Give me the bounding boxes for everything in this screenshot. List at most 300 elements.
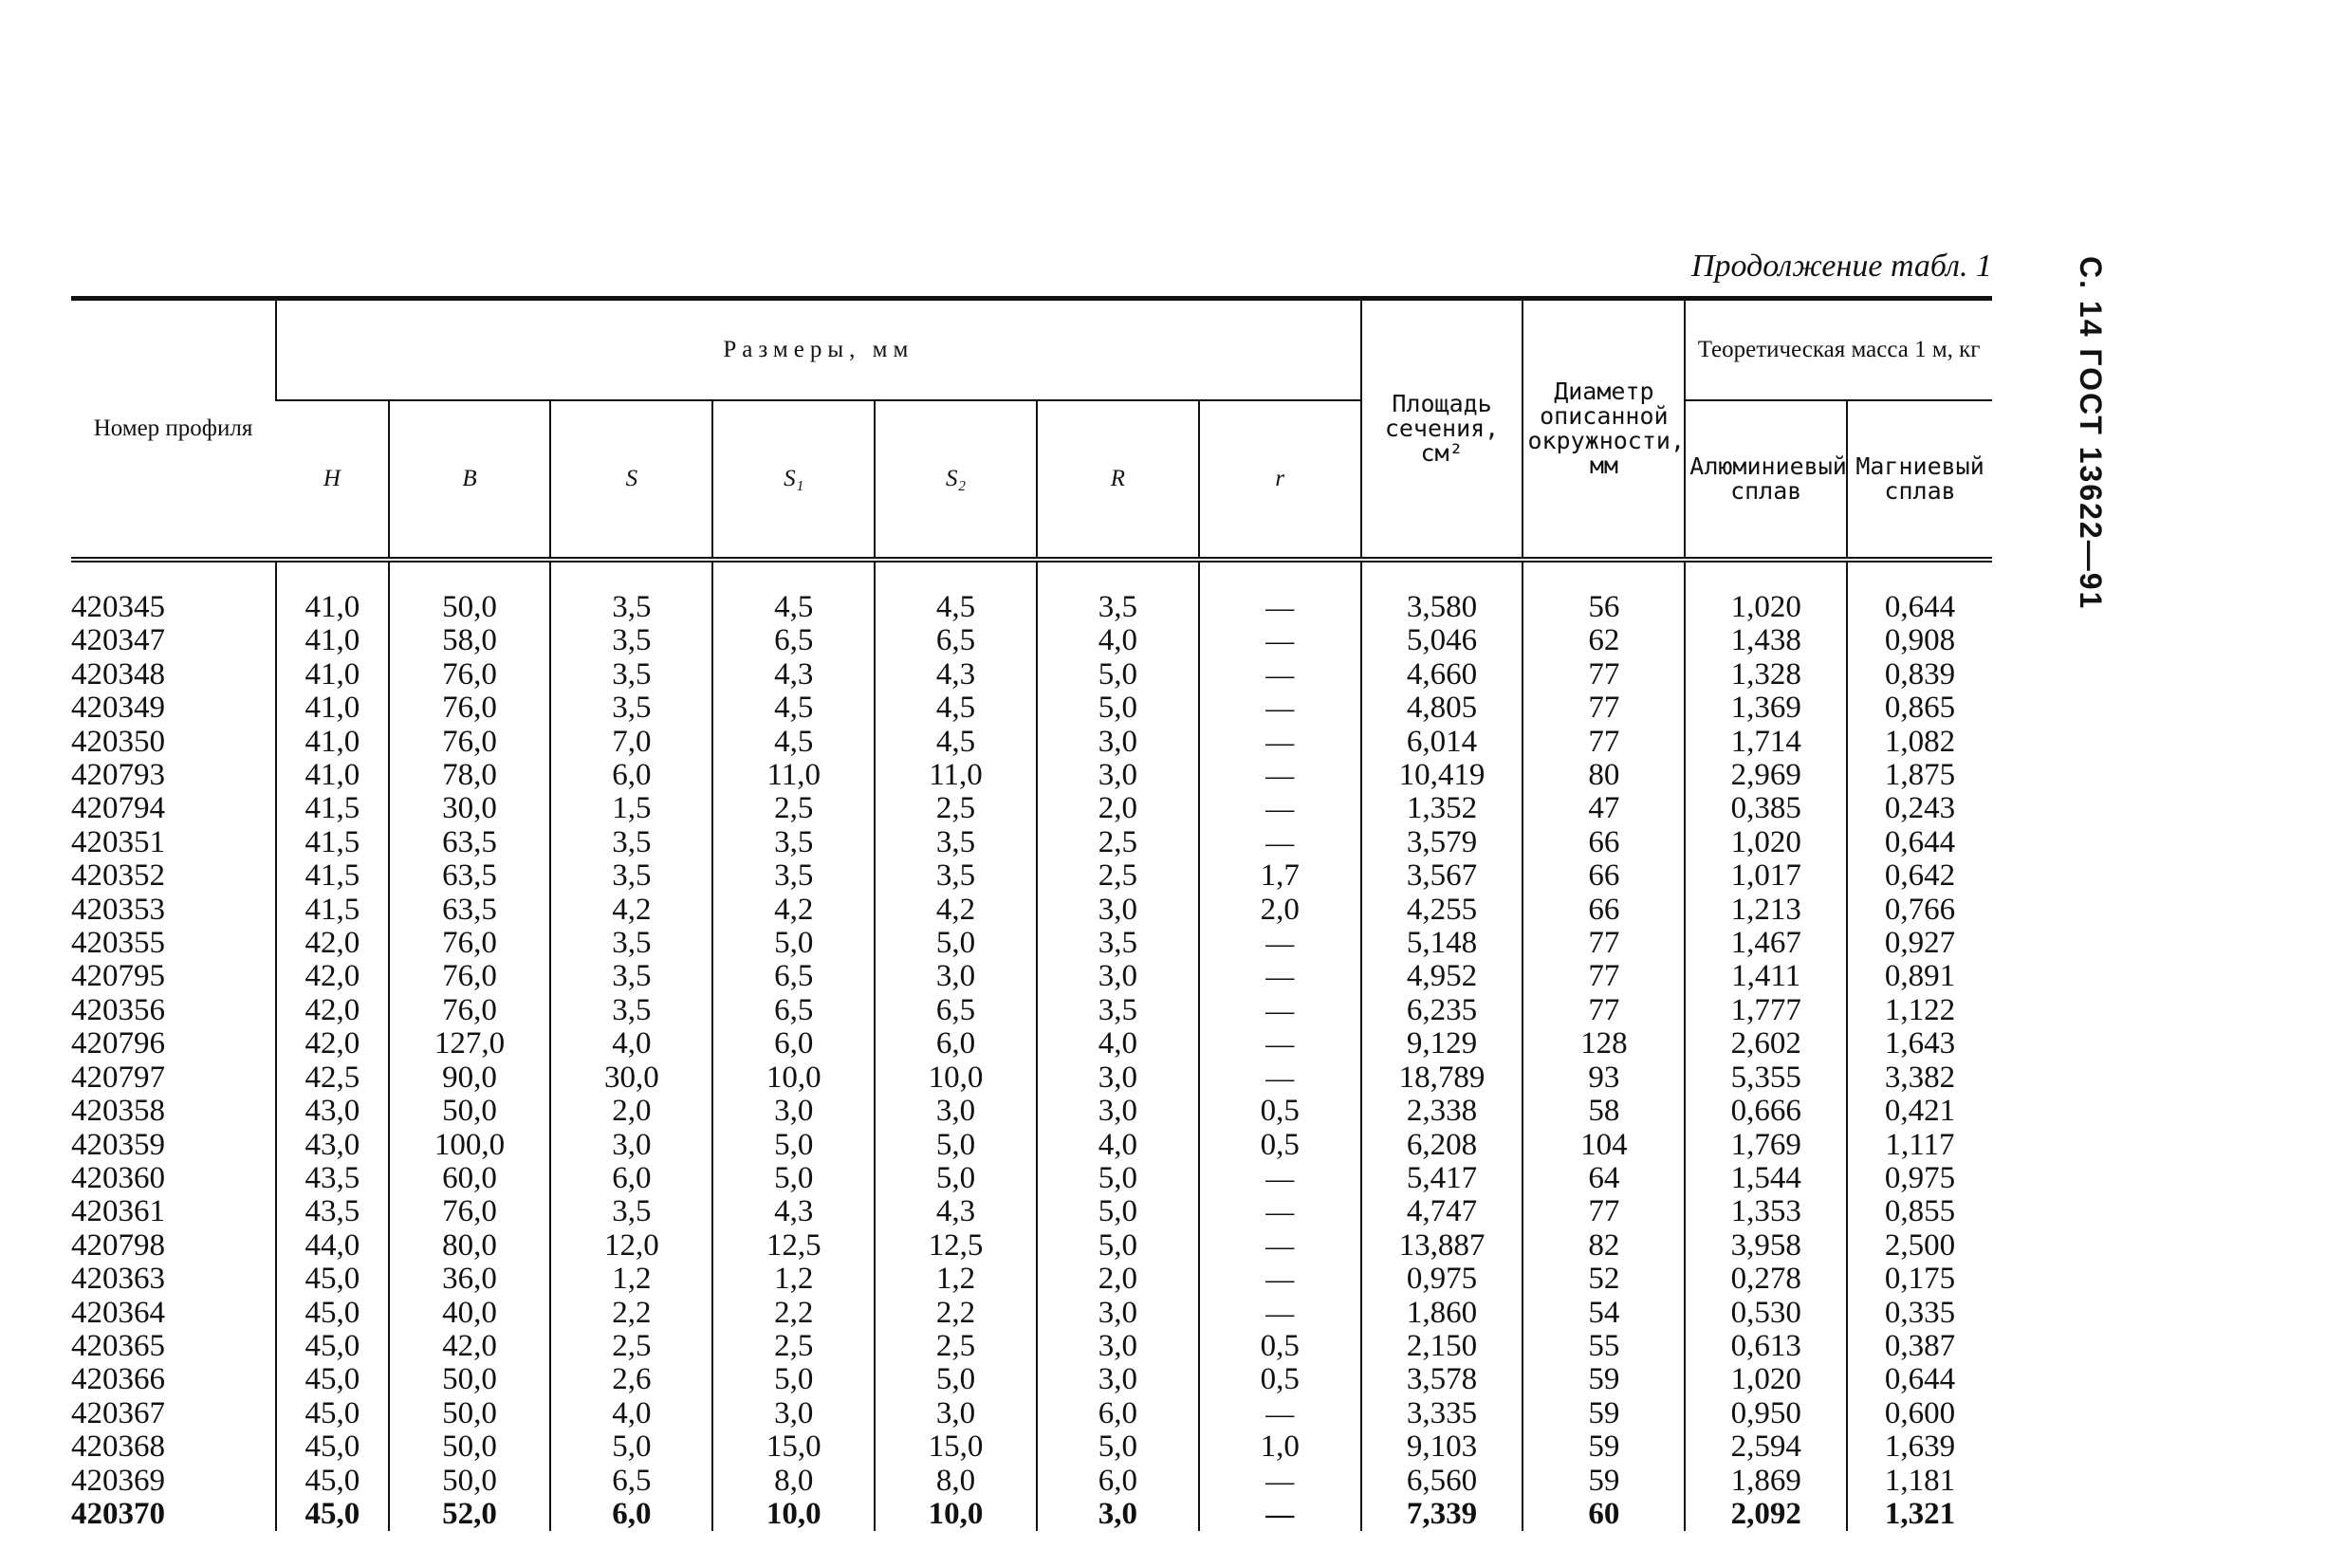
cell-H: 45,0	[276, 1263, 389, 1296]
cell-B: 76,0	[389, 726, 551, 759]
cell-r: 1,0	[1199, 1430, 1361, 1464]
cell-S2: 2,5	[875, 1330, 1037, 1363]
cell-H: 41,0	[276, 726, 389, 759]
cell-R: 5,0	[1037, 1229, 1199, 1263]
cell-H: 42,0	[276, 927, 389, 960]
cell-S2: 3,5	[875, 859, 1037, 893]
cell-profile-number: 420367	[71, 1395, 165, 1430]
cell-S2: 12,5	[875, 1229, 1037, 1263]
profile-dimensions-table	[71, 296, 1992, 1531]
cell-S1: 1,2	[712, 1263, 875, 1296]
cell-B: 42,0	[389, 1330, 551, 1363]
cell-area: 1,860	[1361, 1297, 1523, 1330]
cell-profile-number: 420369	[71, 1463, 165, 1498]
cell-diameter: 77	[1523, 658, 1685, 692]
cell-area: 2,338	[1361, 1095, 1523, 1128]
cell-R: 5,0	[1037, 1430, 1199, 1464]
cell-r: —	[1199, 1498, 1361, 1531]
header-aluminium-alloy: Алюминиевый сплав	[1685, 400, 1847, 560]
cell-mass-magnesium: 0,421	[1847, 1095, 1992, 1128]
cell-mass-magnesium: 0,927	[1847, 927, 1992, 960]
cell-S2: 3,0	[875, 960, 1037, 993]
table-row	[71, 1162, 1992, 1195]
cell-S1: 6,5	[712, 994, 875, 1027]
cell-diameter: 93	[1523, 1061, 1685, 1095]
cell-mass-magnesium: 0,243	[1847, 792, 1992, 825]
cell-area: 6,235	[1361, 994, 1523, 1027]
cell-profile-number: 420349	[71, 691, 165, 726]
cell-diameter: 77	[1523, 1195, 1685, 1228]
cell-B: 50,0	[389, 1397, 551, 1430]
cell-profile-number: 420347	[71, 623, 165, 658]
cell-mass-aluminium: 1,467	[1685, 927, 1847, 960]
cell-diameter: 128	[1523, 1027, 1685, 1061]
cell-profile-number: 420368	[71, 1430, 165, 1465]
table-row	[71, 658, 1992, 692]
cell-B: 78,0	[389, 759, 551, 792]
cell-mass-magnesium: 0,839	[1847, 658, 1992, 692]
cell-H: 41,0	[276, 658, 389, 692]
cell-R: 4,0	[1037, 1027, 1199, 1061]
cell-R: 3,0	[1037, 759, 1199, 792]
cell-r: —	[1199, 927, 1361, 960]
cell-R: 4,0	[1037, 624, 1199, 657]
cell-r: —	[1199, 960, 1361, 993]
cell-S: 3,5	[550, 658, 712, 692]
cell-mass-aluminium: 1,020	[1685, 1363, 1847, 1396]
cell-mass-magnesium: 1,875	[1847, 759, 1992, 792]
table-row	[71, 1027, 1992, 1061]
cell-mass-magnesium: 0,175	[1847, 1263, 1992, 1296]
header-S: S	[550, 400, 712, 560]
cell-B: 63,5	[389, 826, 551, 859]
cell-r: —	[1199, 692, 1361, 725]
cell-S1: 12,5	[712, 1229, 875, 1263]
cell-diameter: 62	[1523, 624, 1685, 657]
cell-profile-number: 420797	[71, 1060, 165, 1095]
header-dimensions-group: Размеры, мм	[276, 299, 1361, 401]
cell-S: 6,0	[550, 1162, 712, 1195]
profile-dimensions-table-container	[71, 296, 1992, 1531]
cell-S2: 6,5	[875, 994, 1037, 1027]
cell-mass-magnesium: 1,122	[1847, 994, 1992, 1027]
cell-area: 5,148	[1361, 927, 1523, 960]
cell-diameter: 66	[1523, 826, 1685, 859]
cell-area: 3,579	[1361, 826, 1523, 859]
cell-mass-magnesium: 0,387	[1847, 1330, 1992, 1363]
cell-S2: 5,0	[875, 1129, 1037, 1162]
cell-mass-aluminium: 2,602	[1685, 1027, 1847, 1061]
cell-mass-aluminium: 1,869	[1685, 1465, 1847, 1498]
cell-S: 3,5	[550, 960, 712, 993]
cell-diameter: 56	[1523, 560, 1685, 624]
cell-profile-number: 420793	[71, 758, 165, 793]
cell-B: 76,0	[389, 658, 551, 692]
cell-S1: 5,0	[712, 1129, 875, 1162]
cell-R: 3,0	[1037, 960, 1199, 993]
cell-r: —	[1199, 624, 1361, 657]
cell-S: 3,5	[550, 560, 712, 624]
cell-B: 127,0	[389, 1027, 551, 1061]
cell-mass-aluminium: 2,969	[1685, 759, 1847, 792]
cell-r: —	[1199, 1195, 1361, 1228]
cell-mass-magnesium: 2,500	[1847, 1229, 1992, 1263]
cell-R: 3,0	[1037, 1095, 1199, 1128]
cell-mass-aluminium: 1,020	[1685, 826, 1847, 859]
cell-S1: 4,5	[712, 560, 875, 624]
cell-R: 2,5	[1037, 826, 1199, 859]
cell-profile-number: 420798	[71, 1227, 165, 1263]
cell-S: 2,5	[550, 1330, 712, 1363]
cell-r: —	[1199, 826, 1361, 859]
cell-S: 12,0	[550, 1229, 712, 1263]
cell-H: 43,0	[276, 1129, 389, 1162]
cell-H: 45,0	[276, 1397, 389, 1430]
cell-mass-aluminium: 1,353	[1685, 1195, 1847, 1228]
cell-S2: 15,0	[875, 1430, 1037, 1464]
cell-B: 60,0	[389, 1162, 551, 1195]
cell-R: 3,0	[1037, 1297, 1199, 1330]
cell-r: —	[1199, 658, 1361, 692]
cell-mass-aluminium: 0,385	[1685, 792, 1847, 825]
header-row-group	[71, 299, 1992, 401]
cell-diameter: 66	[1523, 859, 1685, 893]
cell-R: 3,0	[1037, 1363, 1199, 1396]
cell-R: 3,5	[1037, 560, 1199, 624]
cell-H: 45,0	[276, 1430, 389, 1464]
cell-S: 4,0	[550, 1397, 712, 1430]
cell-S1: 3,0	[712, 1397, 875, 1430]
cell-area: 3,335	[1361, 1397, 1523, 1430]
cell-S: 7,0	[550, 726, 712, 759]
cell-S2: 6,0	[875, 1027, 1037, 1061]
table-row	[71, 994, 1992, 1027]
cell-r: 0,5	[1199, 1095, 1361, 1128]
cell-S2: 4,5	[875, 692, 1037, 725]
cell-r: —	[1199, 792, 1361, 825]
cell-R: 5,0	[1037, 692, 1199, 725]
cell-mass-magnesium: 0,642	[1847, 859, 1992, 893]
cell-r: —	[1199, 1297, 1361, 1330]
cell-diameter: 64	[1523, 1162, 1685, 1195]
cell-S: 2,6	[550, 1363, 712, 1396]
cell-area: 5,046	[1361, 624, 1523, 657]
cell-R: 3,0	[1037, 726, 1199, 759]
cell-profile-number: 420359	[71, 1127, 165, 1162]
cell-profile-number: 420365	[71, 1328, 165, 1363]
cell-R: 5,0	[1037, 1162, 1199, 1195]
cell-mass-magnesium: 1,082	[1847, 726, 1992, 759]
cell-R: 3,0	[1037, 1498, 1199, 1531]
cell-diameter: 82	[1523, 1229, 1685, 1263]
cell-area: 6,208	[1361, 1129, 1523, 1162]
cell-area: 4,660	[1361, 658, 1523, 692]
cell-H: 43,5	[276, 1195, 389, 1228]
header-r: r	[1199, 400, 1361, 560]
cell-H: 45,0	[276, 1363, 389, 1396]
cell-H: 41,0	[276, 624, 389, 657]
cell-S2: 1,2	[875, 1263, 1037, 1296]
header-magnesium-alloy: Магниевый сплав	[1847, 400, 1992, 560]
cell-S1: 3,5	[712, 859, 875, 893]
cell-S: 5,0	[550, 1430, 712, 1464]
cell-area: 9,129	[1361, 1027, 1523, 1061]
cell-diameter: 104	[1523, 1129, 1685, 1162]
cell-B: 30,0	[389, 792, 551, 825]
table-body	[71, 560, 1992, 1531]
cell-profile-number: 420795	[71, 959, 165, 994]
cell-area: 4,952	[1361, 960, 1523, 993]
cell-mass-magnesium: 0,644	[1847, 826, 1992, 859]
header-circumscribed-diameter: Диаметр описанной окружности, мм	[1523, 299, 1685, 561]
table-row	[71, 624, 1992, 657]
cell-S2: 5,0	[875, 927, 1037, 960]
cell-R: 3,0	[1037, 1330, 1199, 1363]
cell-mass-magnesium: 1,181	[1847, 1465, 1992, 1498]
cell-area: 4,255	[1361, 894, 1523, 927]
cell-profile-number: 420345	[71, 590, 165, 624]
cell-H: 42,0	[276, 994, 389, 1027]
cell-r: 2,0	[1199, 894, 1361, 927]
cell-S: 3,5	[550, 859, 712, 893]
header-theoretical-mass-group: Теоретическая масса 1 м, кг	[1685, 299, 1992, 401]
header-R: R	[1037, 400, 1199, 560]
table-row	[71, 894, 1992, 927]
cell-S: 3,5	[550, 826, 712, 859]
cell-r: —	[1199, 1465, 1361, 1498]
cell-S1: 6,0	[712, 1027, 875, 1061]
cell-diameter: 77	[1523, 994, 1685, 1027]
cell-H: 41,5	[276, 792, 389, 825]
cell-mass-magnesium: 0,644	[1847, 560, 1992, 624]
cell-R: 6,0	[1037, 1465, 1199, 1498]
cell-S1: 4,5	[712, 726, 875, 759]
cell-S1: 15,0	[712, 1430, 875, 1464]
cell-profile-number: 420355	[71, 926, 165, 961]
cell-B: 40,0	[389, 1297, 551, 1330]
cell-mass-aluminium: 5,355	[1685, 1061, 1847, 1095]
cell-mass-magnesium: 1,117	[1847, 1129, 1992, 1162]
cell-H: 45,0	[276, 1297, 389, 1330]
cell-diameter: 77	[1523, 927, 1685, 960]
cell-mass-magnesium: 0,891	[1847, 960, 1992, 993]
cell-profile-number: 420360	[71, 1160, 165, 1195]
cell-area: 5,417	[1361, 1162, 1523, 1195]
cell-S1: 4,2	[712, 894, 875, 927]
cell-S2: 4,3	[875, 658, 1037, 692]
cell-S1: 4,3	[712, 1195, 875, 1228]
cell-r: 0,5	[1199, 1330, 1361, 1363]
cell-mass-magnesium: 1,643	[1847, 1027, 1992, 1061]
cell-S: 3,5	[550, 692, 712, 725]
cell-S: 3,5	[550, 927, 712, 960]
cell-B: 50,0	[389, 1363, 551, 1396]
header-row-columns	[71, 400, 1992, 560]
cell-H: 41,5	[276, 894, 389, 927]
cell-S2: 2,2	[875, 1297, 1037, 1330]
cell-B: 80,0	[389, 1229, 551, 1263]
cell-B: 63,5	[389, 859, 551, 893]
cell-S2: 5,0	[875, 1363, 1037, 1396]
cell-S2: 2,5	[875, 792, 1037, 825]
cell-H: 45,0	[276, 1498, 389, 1531]
header-B: B	[389, 400, 551, 560]
cell-mass-aluminium: 1,769	[1685, 1129, 1847, 1162]
cell-area: 7,339	[1361, 1498, 1523, 1531]
cell-profile-number: 420348	[71, 656, 165, 692]
table-row	[71, 1229, 1992, 1263]
cell-mass-aluminium: 1,369	[1685, 692, 1847, 725]
cell-mass-aluminium: 1,777	[1685, 994, 1847, 1027]
cell-r: —	[1199, 994, 1361, 1027]
cell-mass-aluminium: 1,438	[1685, 624, 1847, 657]
cell-S1: 3,5	[712, 826, 875, 859]
cell-B: 63,5	[389, 894, 551, 927]
cell-R: 5,0	[1037, 1195, 1199, 1228]
cell-S1: 6,5	[712, 960, 875, 993]
cell-mass-aluminium: 1,213	[1685, 894, 1847, 927]
cell-mass-aluminium: 1,544	[1685, 1162, 1847, 1195]
cell-mass-aluminium: 1,328	[1685, 658, 1847, 692]
cell-diameter: 60	[1523, 1498, 1685, 1531]
cell-profile-number: 420364	[71, 1295, 165, 1330]
cell-S: 1,5	[550, 792, 712, 825]
table-row	[71, 1330, 1992, 1363]
cell-area: 13,887	[1361, 1229, 1523, 1263]
cell-H: 45,0	[276, 1330, 389, 1363]
continuation-title: Продолжение табл. 1	[1690, 249, 1992, 284]
cell-area: 1,352	[1361, 792, 1523, 825]
cell-S2: 3,5	[875, 826, 1037, 859]
cell-S2: 3,0	[875, 1095, 1037, 1128]
cell-S: 2,2	[550, 1297, 712, 1330]
cell-profile-number: 420358	[71, 1094, 165, 1129]
cell-S: 3,5	[550, 994, 712, 1027]
cell-S1: 2,5	[712, 1330, 875, 1363]
table-row	[71, 560, 1992, 624]
cell-S1: 10,0	[712, 1498, 875, 1531]
cell-B: 50,0	[389, 1430, 551, 1464]
cell-r: —	[1199, 759, 1361, 792]
cell-S1: 8,0	[712, 1465, 875, 1498]
cell-S: 30,0	[550, 1061, 712, 1095]
cell-mass-aluminium: 0,666	[1685, 1095, 1847, 1128]
cell-profile-number: 420356	[71, 992, 165, 1027]
cell-profile-number: 420353	[71, 892, 165, 927]
cell-B: 76,0	[389, 927, 551, 960]
cell-H: 45,0	[276, 1465, 389, 1498]
cell-profile-number: 420351	[71, 824, 165, 859]
table-row	[71, 726, 1992, 759]
cell-area: 3,567	[1361, 859, 1523, 893]
table-row	[71, 1363, 1992, 1396]
cell-S1: 3,0	[712, 1095, 875, 1128]
cell-B: 76,0	[389, 1195, 551, 1228]
cell-mass-aluminium: 2,594	[1685, 1430, 1847, 1464]
cell-diameter: 59	[1523, 1397, 1685, 1430]
cell-area: 9,103	[1361, 1430, 1523, 1464]
cell-B: 36,0	[389, 1263, 551, 1296]
cell-B: 50,0	[389, 560, 551, 624]
cell-S: 2,0	[550, 1095, 712, 1128]
cell-H: 41,0	[276, 759, 389, 792]
cell-H: 43,5	[276, 1162, 389, 1195]
cell-H: 44,0	[276, 1229, 389, 1263]
cell-area: 6,560	[1361, 1465, 1523, 1498]
cell-R: 5,0	[1037, 658, 1199, 692]
cell-r: —	[1199, 1162, 1361, 1195]
table-row	[71, 960, 1992, 993]
table-row	[71, 1430, 1992, 1464]
cell-diameter: 52	[1523, 1263, 1685, 1296]
cell-area: 6,014	[1361, 726, 1523, 759]
cell-S2: 4,3	[875, 1195, 1037, 1228]
cell-diameter: 58	[1523, 1095, 1685, 1128]
table-row	[71, 1297, 1992, 1330]
cell-mass-aluminium: 1,411	[1685, 960, 1847, 993]
cell-r: —	[1199, 1061, 1361, 1095]
cell-mass-aluminium: 0,950	[1685, 1397, 1847, 1430]
cell-area: 2,150	[1361, 1330, 1523, 1363]
cell-diameter: 54	[1523, 1297, 1685, 1330]
cell-R: 3,5	[1037, 927, 1199, 960]
header-profile-number: Номер профиля	[71, 299, 276, 561]
standard-page-label: С. 14 ГОСТ 13622—91	[2074, 256, 2108, 611]
cell-S: 6,0	[550, 759, 712, 792]
cell-mass-aluminium: 0,530	[1685, 1297, 1847, 1330]
cell-S1: 2,2	[712, 1297, 875, 1330]
cell-mass-magnesium: 0,600	[1847, 1397, 1992, 1430]
cell-profile-number: 420366	[71, 1362, 165, 1397]
cell-r: 1,7	[1199, 859, 1361, 893]
cell-r: 0,5	[1199, 1129, 1361, 1162]
header-S2: S₂	[875, 400, 1037, 560]
header-section-area: Площадь сечения, см²	[1361, 299, 1523, 561]
cell-S2: 4,5	[875, 726, 1037, 759]
cell-S1: 4,5	[712, 692, 875, 725]
table-row	[71, 759, 1992, 792]
cell-S2: 4,5	[875, 560, 1037, 624]
cell-H: 42,0	[276, 960, 389, 993]
cell-S1: 6,5	[712, 624, 875, 657]
table-row	[71, 1465, 1992, 1498]
cell-mass-magnesium: 1,639	[1847, 1430, 1992, 1464]
cell-r: —	[1199, 1027, 1361, 1061]
cell-mass-magnesium: 0,975	[1847, 1162, 1992, 1195]
cell-S2: 5,0	[875, 1162, 1037, 1195]
cell-S: 3,0	[550, 1129, 712, 1162]
cell-diameter: 47	[1523, 792, 1685, 825]
cell-R: 4,0	[1037, 1129, 1199, 1162]
table-row	[71, 1263, 1992, 1296]
cell-r: —	[1199, 1263, 1361, 1296]
cell-B: 100,0	[389, 1129, 551, 1162]
cell-S1: 5,0	[712, 927, 875, 960]
cell-mass-aluminium: 3,958	[1685, 1229, 1847, 1263]
cell-B: 76,0	[389, 692, 551, 725]
cell-B: 50,0	[389, 1465, 551, 1498]
cell-S2: 3,0	[875, 1397, 1037, 1430]
cell-B: 52,0	[389, 1498, 551, 1531]
table-row	[71, 1498, 1992, 1531]
cell-profile-number: 420350	[71, 724, 165, 759]
cell-mass-magnesium: 0,865	[1847, 692, 1992, 725]
cell-S1: 10,0	[712, 1061, 875, 1095]
cell-S1: 11,0	[712, 759, 875, 792]
cell-mass-magnesium: 0,335	[1847, 1297, 1992, 1330]
cell-diameter: 55	[1523, 1330, 1685, 1363]
cell-diameter: 77	[1523, 692, 1685, 725]
